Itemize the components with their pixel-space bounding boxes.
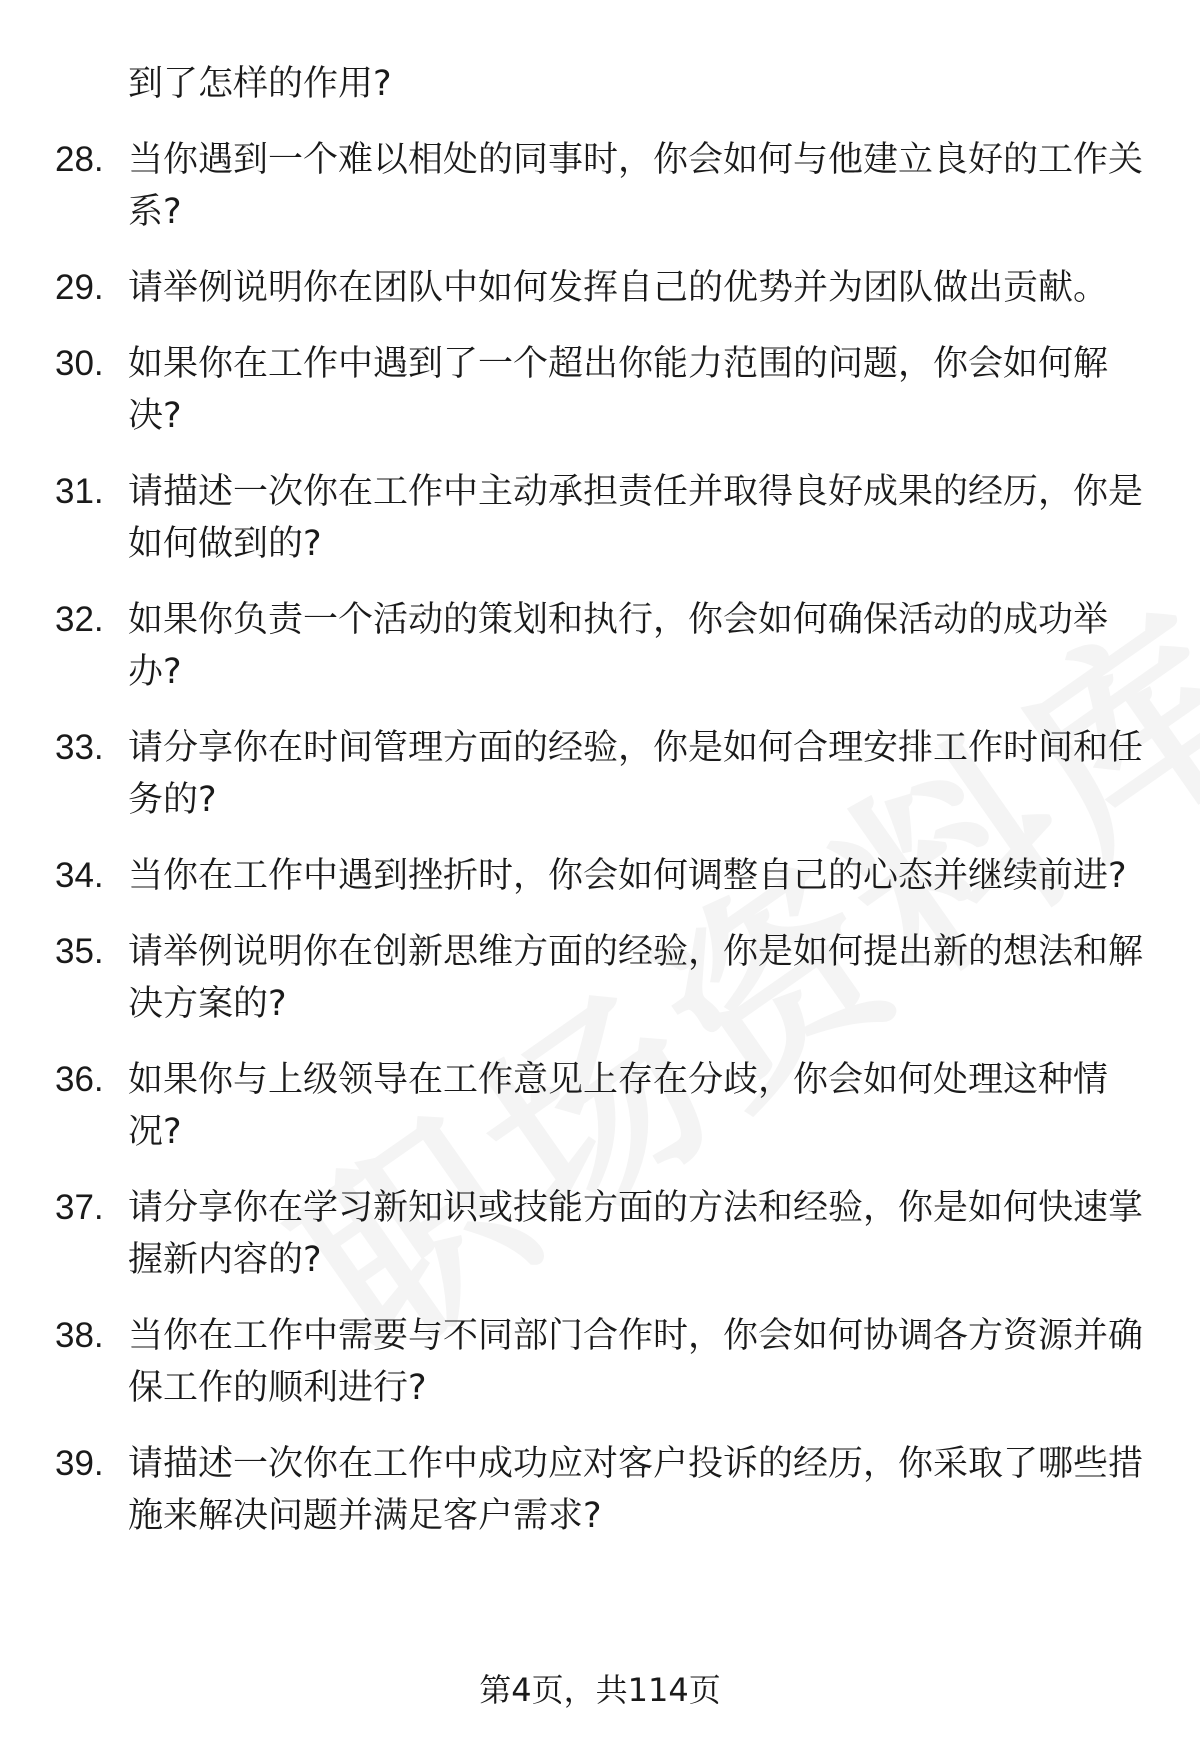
question-text: 如果你在工作中遇到了一个超出你能力范围的问题，你会如何解决? (128, 344, 1109, 436)
question-text: 当你遇到一个难以相处的同事时，你会如何与他建立良好的工作关系? (128, 140, 1144, 232)
question-item (55, 722, 1155, 826)
continued-question-text: 到了怎样的作用? (128, 64, 392, 104)
question-text: 当你在工作中遇到挫折时，你会如何调整自己的心态并继续前进? (128, 856, 1127, 896)
question-item (55, 1054, 1155, 1158)
question-number: 37. (55, 1188, 104, 1227)
question-item (55, 850, 1155, 902)
question-number: 33. (55, 728, 104, 767)
question-text: 如果你负责一个活动的策划和执行，你会如何确保活动的成功举办? (128, 600, 1109, 692)
question-number: 39. (55, 1444, 104, 1483)
question-number: 35. (55, 932, 104, 971)
question-item (55, 262, 1155, 314)
question-number: 29. (55, 268, 104, 307)
question-item (55, 466, 1155, 570)
question-item (55, 134, 1155, 238)
question-list (55, 58, 1155, 1566)
question-text: 请描述一次你在工作中成功应对客户投诉的经历，你采取了哪些措施来解决问题并满足客户需求? (128, 1444, 1144, 1536)
question-item (55, 1310, 1155, 1414)
question-number: 38. (55, 1316, 104, 1355)
question-number: 31. (55, 472, 104, 511)
question-text: 请举例说明你在团队中如何发挥自己的优势并为团队做出贡献。 (128, 268, 1109, 308)
question-text: 请分享你在学习新知识或技能方面的方法和经验，你是如何快速掌握新内容的? (128, 1188, 1144, 1280)
question-item (55, 1182, 1155, 1286)
question-text: 如果你与上级领导在工作意见上存在分歧，你会如何处理这种情况? (128, 1060, 1109, 1152)
page-footer: 第4页，共114页 (479, 1671, 721, 1709)
question-text: 请举例说明你在创新思维方面的经验，你是如何提出新的想法和解决方案的? (128, 932, 1144, 1024)
question-text: 请描述一次你在工作中主动承担责任并取得良好成果的经历，你是如何做到的? (128, 472, 1144, 564)
question-item (55, 926, 1155, 1030)
question-number: 30. (55, 344, 104, 383)
question-number: 36. (55, 1060, 104, 1099)
question-text: 当你在工作中需要与不同部门合作时，你会如何协调各方资源并确保工作的顺利进行? (128, 1316, 1144, 1408)
question-item (55, 338, 1155, 442)
question-number: 28. (55, 140, 104, 179)
question-number: 32. (55, 600, 104, 639)
question-item (55, 594, 1155, 698)
question-text: 请分享你在时间管理方面的经验，你是如何合理安排工作时间和任务的? (128, 728, 1144, 820)
question-item (55, 1438, 1155, 1542)
question-number: 34. (55, 856, 104, 895)
